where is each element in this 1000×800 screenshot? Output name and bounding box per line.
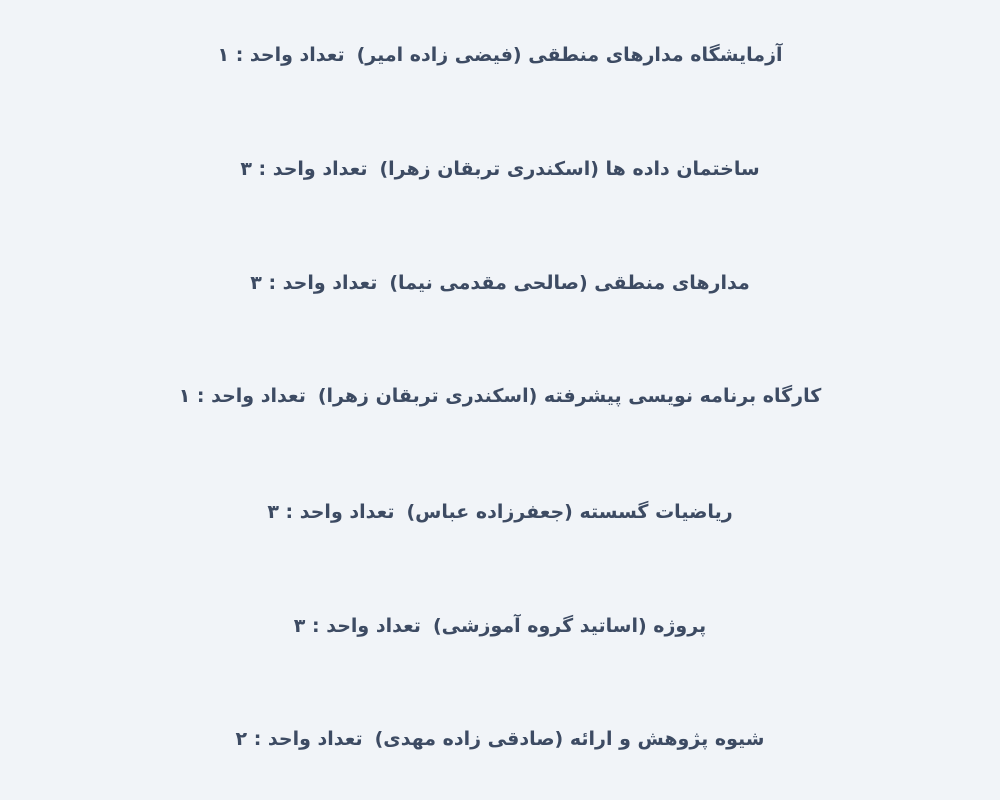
course-item: پروژه (اساتید گروه آموزشی)تعداد واحد : ۳ (293, 615, 707, 637)
course-item: کارگاه برنامه نویسی پیشرفته (اسکندری تربقان زهرا)تعداد واحد : ۱ (178, 385, 822, 407)
course-item: آزمایشگاه مدارهای منطقی (فیضی زاده امیر)تعداد واحد : ۱ (217, 44, 783, 66)
units-count: ۱ (178, 385, 191, 407)
units-count: ۳ (250, 272, 262, 294)
units-label: تعداد واحد (211, 385, 306, 407)
units-label: تعداد واحد (249, 44, 345, 66)
course-item: ریاضیات گسسته (جعفرزاده عباس)تعداد واحد : ۳ (267, 501, 733, 523)
course-title: ساختمان داده ها (اسکندری تربقان زهرا) (379, 158, 760, 180)
units-count: ۳ (240, 158, 252, 180)
units-count: ۱ (217, 44, 230, 66)
course-title: پروژه (اساتید گروه آموزشی) (432, 615, 707, 637)
course-item: شیوه پژوهش و ارائه (صادقی زاده مهدی)تعداد واحد : ۲ (235, 728, 765, 750)
course-title: آزمایشگاه مدارهای منطقی (فیضی زاده امیر) (356, 44, 783, 66)
units-label: تعداد واحد (272, 158, 368, 180)
course-title: شیوه پژوهش و ارائه (صادقی زاده مهدی) (374, 728, 765, 750)
units-count: ۳ (267, 501, 279, 523)
units-label: تعداد واحد (282, 272, 378, 294)
units-label: تعداد واحد (299, 501, 395, 523)
units-count: ۲ (235, 728, 248, 750)
units-label: تعداد واحد (267, 728, 363, 750)
units-label: تعداد واحد (326, 615, 421, 637)
course-title: مدارهای منطقی (صالحی مقدمی نیما) (389, 272, 750, 294)
units-count: ۳ (293, 615, 306, 637)
course-item: ساختمان داده ها (اسکندری تربقان زهرا)تعداد واحد : ۳ (240, 158, 760, 180)
course-item: مدارهای منطقی (صالحی مقدمی نیما)تعداد واحد : ۳ (250, 272, 750, 294)
course-title: ریاضیات گسسته (جعفرزاده عباس) (406, 501, 733, 523)
course-title: کارگاه برنامه نویسی پیشرفته (اسکندری تربقان زهرا) (317, 385, 822, 407)
